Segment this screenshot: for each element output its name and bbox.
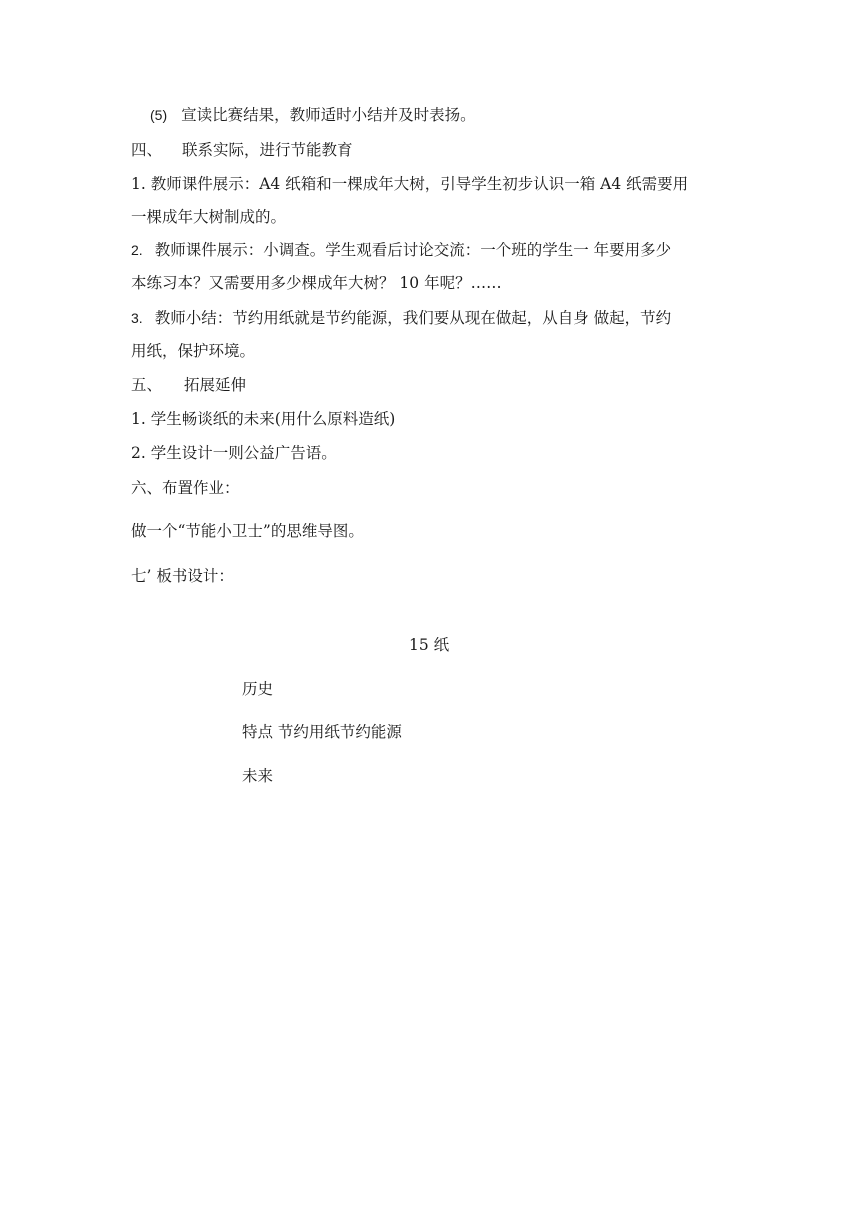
s4-item-2-number: 2. [131, 242, 143, 258]
s4-item-3-line-1 [131, 308, 671, 328]
section-6-heading: 六、布置作业： [131, 479, 240, 497]
s5-item-2: 2. 学生设计一则公益广告语。 [131, 444, 337, 462]
section-5-label: 五、 [131, 376, 163, 394]
section-7-heading: 七’ 板书设计： [131, 567, 234, 585]
board-row-features: 特点 节约用纸节约能源 [242, 723, 402, 741]
s4-item-2-text: 教师课件展示：小调查。学生观看后讨论交流：一个班的学生一 年要用多少 [154, 241, 672, 259]
board-row-future: 未来 [242, 767, 274, 785]
item-5-number: (5) [150, 107, 168, 123]
section-4-heading [131, 140, 353, 160]
s4-item-3-number: 3. [131, 310, 143, 326]
item-5-text: 宣读比赛结果，教师适时小结并及时表扬。 [181, 106, 476, 124]
s4-item-1-line-2: 一棵成年大树制成的。 [131, 208, 287, 226]
s4-item-1-line-1: 1. 教师课件展示：A4 纸箱和一棵成年大树，引导学生初步认识一箱 A4 纸需要用 [131, 175, 689, 193]
s4-item-3-text: 教师小结：节约用纸就是节约能源，我们要从现在做起，从自身 做起，节约 [154, 309, 672, 327]
board-title: 15 纸 [409, 636, 450, 654]
section-5-heading [131, 375, 246, 395]
section-4-label: 四、 [131, 141, 163, 159]
s5-item-1: 1. 学生畅谈纸的未来(用什么原料造纸) [131, 410, 396, 428]
s4-item-2-line-1 [131, 240, 671, 260]
item-5 [150, 105, 476, 125]
board-row-history: 历史 [242, 680, 274, 698]
s4-item-2-line-2: 本练习本？又需要用多少棵成年大树？ 10 年呢？…… [131, 274, 502, 292]
section-4-title: 联系实际，进行节能教育 [182, 141, 353, 159]
s4-item-3-line-2: 用纸，保护环境。 [131, 342, 256, 360]
section-5-title: 拓展延伸 [184, 376, 247, 394]
homework-text: 做一个“节能小卫士”的思维导图。 [131, 522, 364, 540]
